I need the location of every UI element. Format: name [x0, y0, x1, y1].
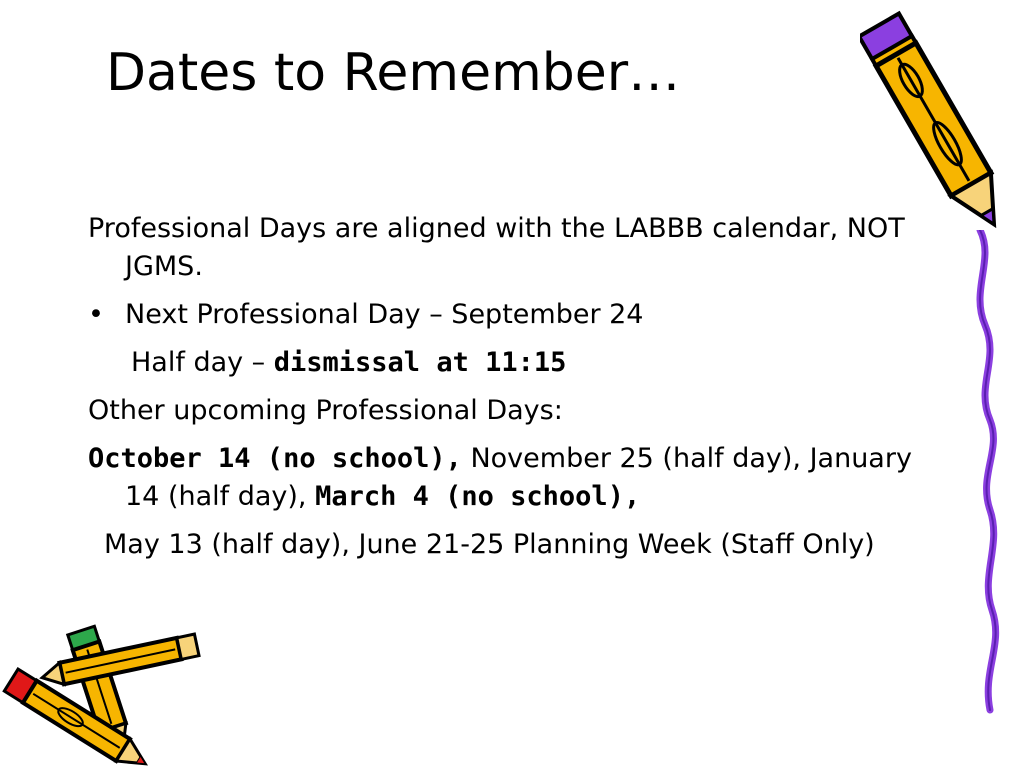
march-date: March 4 (no school),	[315, 481, 641, 512]
paragraph-half-day	[88, 344, 918, 382]
bullet-next-professional-day	[88, 296, 918, 334]
pencils-icon	[0, 618, 210, 768]
bullet-icon: •	[88, 299, 104, 330]
slide-title: Dates to Remember…	[106, 43, 681, 103]
paragraph-may-june: May 13 (half day), June 21-25 Planning Week (Staff Only)	[104, 529, 875, 560]
november-january-dates: November 25 (half day), January 14 (half day),	[125, 443, 912, 512]
pencil-icon	[860, 2, 1010, 247]
next-professional-day-text: Next Professional Day – September 24	[125, 299, 644, 330]
paragraph-labbb: Professional Days are aligned with the LABBB calendar, NOT JGMS.	[88, 213, 905, 282]
dismissal-time: dismissal at 11:15	[273, 347, 567, 378]
squiggle-border	[960, 230, 1020, 720]
paragraph-dates-list	[88, 440, 918, 516]
half-day-text: Half day –	[131, 347, 274, 378]
paragraph-other-days: Other upcoming Professional Days:	[88, 395, 563, 426]
october-date: October 14 (no school),	[88, 443, 462, 474]
slide-body	[88, 210, 918, 574]
